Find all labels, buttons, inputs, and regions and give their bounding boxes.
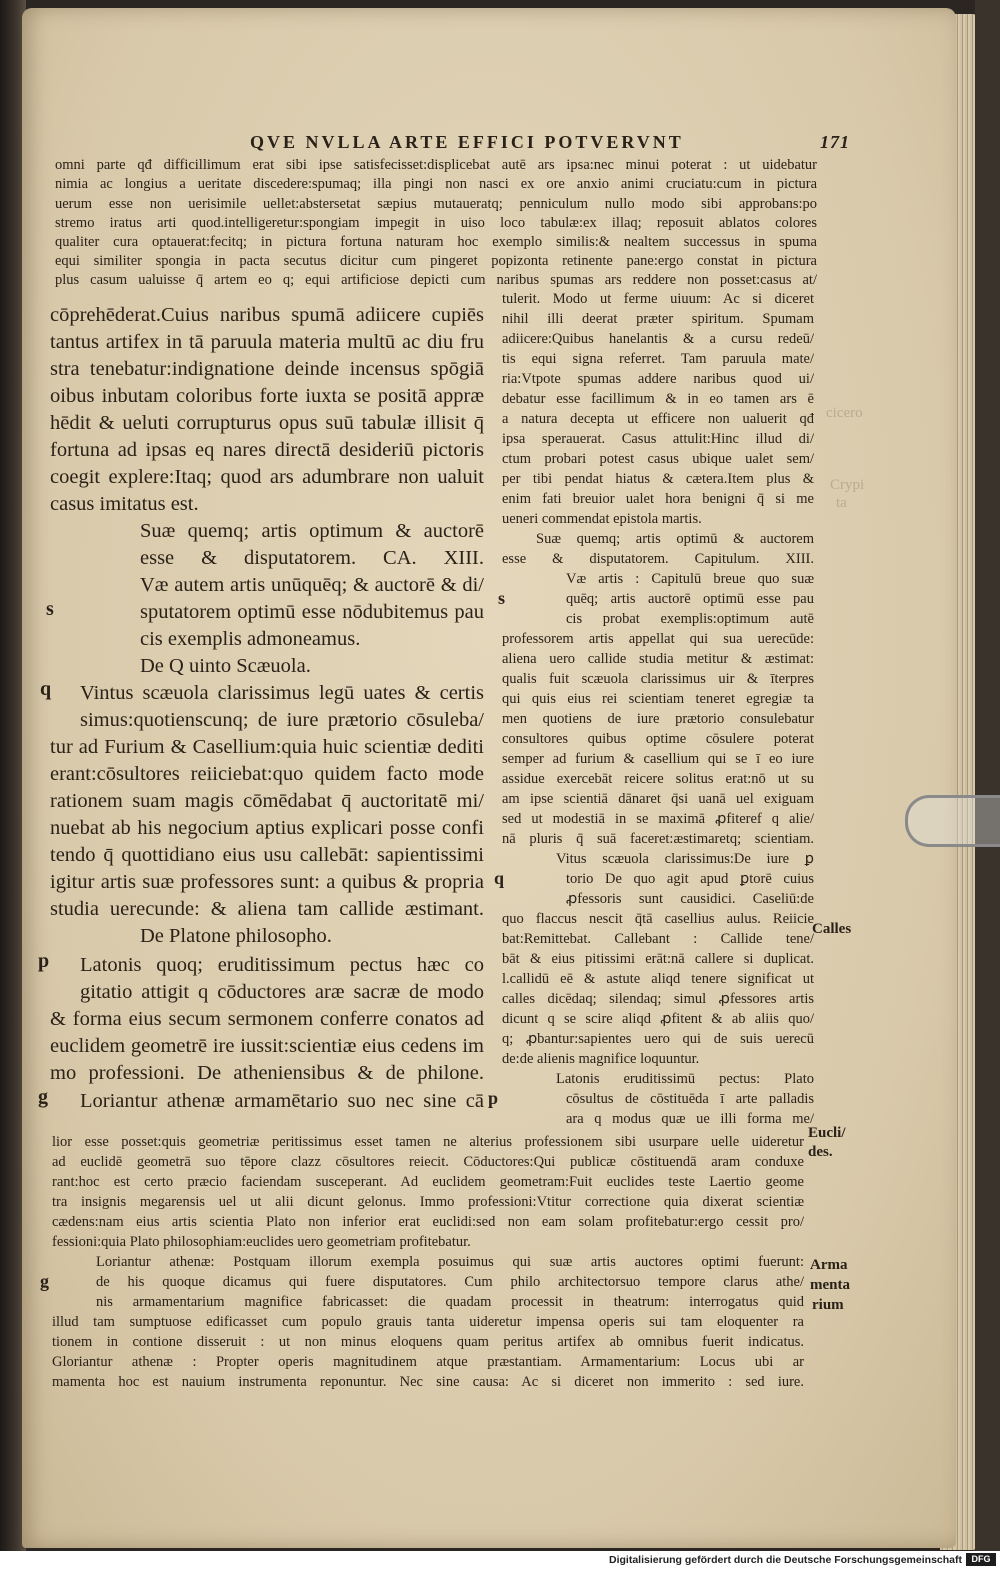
commentary-line: Væ artis : Capitulū breue quo suæ — [566, 571, 814, 587]
text-line: cōprehēderat.Cuius naribus spumā adiicere cupiēs — [50, 304, 484, 326]
commentary-line: ara q modus quæ ue illi forma me/ — [566, 1111, 814, 1127]
commentary-line: calles dicēdaq; silendaq; simul ꝓfessores artis — [502, 991, 814, 1007]
bleed-through-text: ta — [836, 495, 847, 511]
commentary-line: nimia ac longius a ueritate discedere:spumaq; illa pingi non nasci ex ore anxio animi cruciatu:cum in pictura — [55, 176, 817, 192]
commentary-line: ꝓfessoris sunt causidici. Caseliū:de — [566, 891, 814, 907]
commentary-line: quo flaccus nescit q̄tā casellius aulus. Reiicie — [502, 911, 814, 927]
commentary-line: aliena uero callide studia metitur & æstimat: — [502, 651, 814, 667]
guide-letter-initial: g — [38, 1086, 48, 1108]
page-tab-marker — [905, 795, 1000, 847]
book-cover-edge — [975, 0, 1000, 1569]
commentary-line: tra insignis megarensis uel ut alii dicunt gelonus. Immo professioni:Vtitur correctione quia dixerat scientiæ — [52, 1194, 804, 1210]
text-line: oibus inbutam coloribus forte iuxta se positā appræ — [50, 385, 484, 407]
commentary-line: qualiter cura optauerat:fecitq; in pictura fortuna naturam hoc exemplo similis:& nealtem successus in spuma — [55, 234, 817, 250]
commentary-line: ad euclidē geometrā suo tēpore clazz cōsultores reiecit. Cōductores:Qui publicæ cōstituendā aram conduxe — [52, 1154, 804, 1170]
commentary-line: assidue exercebāt reicere solitus erat:nō ut su — [502, 771, 814, 787]
commentary-line: cædens:nam eius artis scientia Plato non inferior erat euclidi:sed non eam solam profitebatur:ergo cessit pro/ — [52, 1214, 804, 1230]
text-line: stra tenebatur:indignatione deinde incensus spōgiā — [50, 358, 484, 380]
commentary-line: fessioni:quia Plato philosophiam:euclides uero geometriam profitebatur. — [52, 1234, 471, 1250]
commentary-line: plus casum ualuisse q̄ artem eo q; equi artificiose depicti cum naribus spumas ars reddere non posset:casus at/ — [55, 272, 817, 288]
commentary-line: ipsa sperauerat. Casus attulit:Hinc illud di/ — [502, 431, 814, 447]
commentary-line: Gloriantur athenæ : Propter operis magnitudinem atque præstantiam. Armamentarium: Locus ubi ar — [52, 1354, 804, 1370]
text-line: hēdit & ueluti corrupturus opus suū tabulæ illisit q̄ — [50, 412, 484, 434]
text-line: fortuna ad ipsas eq nares directā desideriū pictoris — [50, 439, 484, 461]
commentary-line: tionem in contione disseruit : ut non minus eloquens quam peritus artifex ab omnibus fuerit indicatus. — [52, 1334, 804, 1350]
section-heading: De Q uinto Scæuola. — [140, 655, 311, 677]
marginal-note-euclides: Eucli/ — [808, 1125, 846, 1141]
text-line: tantus artifex in tā paruula materia multū ac diu fru — [50, 331, 484, 353]
guide-letter-initial: p — [38, 950, 50, 972]
commentary-heading-line: esse & disputatorem. Capitulum. XIII. — [502, 551, 814, 567]
running-title: QVE NVLLA ARTE EFFICI POTVERVNT — [250, 132, 684, 152]
commentary-line: enim fati breuior ualet hora benigni q̄ si me — [502, 491, 814, 507]
commentary-line: tulerit. Modo ut ferme uiuum: Ac si diceret — [502, 291, 814, 307]
commentary-line: rant:hoc est certo præcio faciendam susceperant. Ad euclidem geometram:Fuit euclides teste Laertio geome — [52, 1174, 804, 1190]
text-line: casus imitatus est. — [50, 493, 199, 515]
commentary-line: tis equi signa referret. Tam paruula mate/ — [502, 351, 814, 367]
text-line: cis exemplis admoneamus. — [140, 628, 361, 650]
text-line: Latonis quoq; eruditissimum pectus hæc co — [80, 954, 484, 976]
commentary-line: nis armamentarium magnifice fabricasset: die quadam processit in theatrum: interrogatus quid — [96, 1294, 804, 1310]
guide-letter-initial: q — [494, 868, 505, 888]
commentary-heading-line: Suæ quemq; artis optimū & auctorem — [536, 531, 814, 547]
commentary-line: equi similiter spongia in pacta secutus dicitur cum pingeret popizonta retinente pane:ergo constat in pictura — [55, 253, 817, 269]
text-line: simus:quotienscunq; de iure prætorio cōsuleba/ — [80, 709, 484, 731]
text-line: euclidem geometrē ire iussit:scientiæ eius cedens im — [50, 1035, 484, 1057]
text-line: & forma eius secum sermonem conferre conatos ad — [50, 1008, 484, 1030]
marginal-note-euclides: des. — [808, 1144, 833, 1160]
commentary-line: torio De quo agit apud ꝑtorē cuius — [566, 871, 814, 887]
commentary-line: consultores quibus optime cōsulere poterat — [502, 731, 814, 747]
chapter-heading-line: esse & disputatorem. CA. XIII. — [140, 547, 484, 569]
text-line: Væ autem artis unūquēq; & auctorē & di/ — [140, 574, 484, 596]
text-line: erant:cōsultores reiiciebat:quo quidem facto mode — [50, 763, 484, 785]
commentary-line: uerum esse non uerisimile uellet:abstersetat sæpius mutaueratq; penniculum nullo modo sibi approbans:po — [55, 196, 817, 212]
text-line: Vintus scæuola clarissimus legū uates & certis — [80, 682, 484, 704]
commentary-line: ria:Vtpote spumas addere naribus quod ui/ — [502, 371, 814, 387]
folio-number: 171 — [820, 132, 850, 152]
credit-text: Digitalisierung gefördert durch die Deutsche Forschungsgemeinschaft — [609, 1554, 962, 1566]
commentary-line: am ipse scientiā dānaret q̄si uanā uel exiguam — [502, 791, 814, 807]
text-line: tendo q̄ quottidiano eius usu callebāt: sapientissimi — [50, 844, 484, 866]
text-line: coegit explere:Itaq; quod ars adumbrare non ualuit — [50, 466, 484, 488]
marginal-note-armamentarium: Arma — [810, 1257, 848, 1273]
text-line: sputatorem optimū esse nōdubitemus pau — [140, 601, 484, 623]
bleed-through-text: Crypi — [830, 477, 865, 493]
commentary-line: adiicere:Quibus hanelantis & a cursu redeū/ — [502, 331, 814, 347]
commentary-line: stremo iratus arti quod.intelligeretur:spongiam impegit in uiso loco tabulæ:ex illaq; reposuit ablatos colores — [55, 215, 817, 231]
commentary-line: de his quoque dicamus qui fuere disputatores. Cum philo architectorsuo tempore clarus athe/ — [96, 1274, 804, 1290]
commentary-line: bat:Remittebat. Callebant : Callide tene/ — [502, 931, 814, 947]
commentary-line: professorem artis appellat qui sua uerecūde: — [502, 631, 814, 647]
commentary-line: bāt & eius pitissimi erāt:nā callere si duplicat. — [502, 951, 814, 967]
commentary-line: men quotiens de iure prætorio consulebatur — [502, 711, 814, 727]
text-line: igitur artis suæ professores sunt: a quibus & propria — [50, 871, 484, 893]
commentary-line: ctum probari potest casus ubique ualet sem/ — [502, 451, 814, 467]
commentary-line: ueneri commendat epistola martis. — [502, 511, 702, 527]
commentary-line: mamenta hoc est nauium instrumenta reponuntur. Nec sine causa: Ac si diceret non immerito : sed iure. — [52, 1374, 804, 1390]
commentary-line: de:de alienis magnifice loquuntur. — [502, 1051, 700, 1067]
text-line: studia uerecunde: & aliena tam callide æstimant. — [50, 898, 484, 920]
commentary-line: a natura decepta ut efficere non ualuerit qđ — [502, 411, 814, 427]
commentary-line: qui quis eius rei scientiam teneret egregiæ ta — [502, 691, 814, 707]
bleed-through-text: cicero — [826, 405, 863, 421]
commentary-line: nā pluris q̄ suā faceret:æstimaretq; scientiam. — [502, 831, 814, 847]
text-line: nuebat ab his negocium aptius explicari posse confi — [50, 817, 484, 839]
commentary-line: l.callidū eē & astute aliqd tenere significat ut — [502, 971, 814, 987]
text-line: rationem suam magis cōmēdabat q̄ auctoritatē mi/ — [50, 790, 484, 812]
commentary-line: sed ut modestiā in se maximā ꝓfiteref q alie/ — [502, 811, 814, 827]
commentary-line: qualis fuit scæuola clarissimus uir & īterpres — [502, 671, 814, 687]
marginal-note-armamentarium: menta — [810, 1277, 850, 1293]
digitization-credit-bar — [0, 1551, 1000, 1569]
text-line: tur ad Furium & Casellium:quia huic scientiæ dediti — [50, 736, 484, 758]
commentary-line: dicunt q se scire aliqd ꝓfitent & ab aliis quo/ — [502, 1011, 814, 1027]
commentary-line: nihil illi deerat præter spiritum. Spumam — [502, 311, 814, 327]
text-line: Loriantur athenæ armamētario suo nec sine cā — [80, 1090, 484, 1112]
commentary-line: cis probat exemplis:optimum autē — [566, 611, 814, 627]
commentary-line: semper ad furium & casellium qui se ī eo iure — [502, 751, 814, 767]
commentary-line: per tibi pendat hiatus & cætera.Item plus & — [502, 471, 814, 487]
commentary-line: cōsultus de cōstituēda ī arte palladis — [566, 1091, 814, 1107]
commentary-line: illud tam sumptuose edificasset cum populo grauis tanta uideretur impensa operis sui tam eloquenter ra — [52, 1314, 804, 1330]
guide-letter-initial: g — [40, 1271, 49, 1291]
commentary-line: lior esse posset:quis geometriæ peritissimus esset tamen ne alterius professionem sibi usurpare uelle uideretur — [52, 1134, 804, 1150]
guide-letter-initial: s — [498, 588, 506, 608]
text-line: gitatio attigit q cōductores aræ sacræ de modo — [80, 981, 484, 1003]
marginal-note-calles: Calles — [812, 921, 852, 937]
dfg-logo: DFG — [966, 1553, 996, 1566]
running-head — [250, 132, 850, 153]
commentary-line: Vitus scæuola clarissimus:De iure ꝑ — [556, 851, 814, 867]
commentary-line: debatur esse facillimum & in eo tamen ars ē — [502, 391, 814, 407]
commentary-line: Loriantur athenæ: Postquam illorum exempla posuimus qui suæ artis auctores optimi fuerunt: — [96, 1254, 804, 1270]
marginal-note-armamentarium: rium — [812, 1297, 844, 1313]
guide-letter-initial: p — [488, 1088, 499, 1108]
commentary-line: Latonis eruditissimū pectus: Plato — [556, 1071, 814, 1087]
commentary-line: q; ꝓbantur:sapientes uero qui de suis uerecū — [502, 1031, 814, 1047]
guide-letter-initial: q — [40, 678, 52, 700]
commentary-line: omni parte qđ difficillimum erat sibi ipse satisfecisset:displicebat autē ars ipsa:nec minui poterat : ut uidebatur — [55, 157, 817, 173]
commentary-line: quēq; artis auctorē optimū esse pau — [566, 591, 814, 607]
text-line: mo professioni. De atheniensibus & de philone. — [50, 1062, 484, 1084]
section-heading: De Platone philosopho. — [140, 925, 332, 947]
guide-letter-initial: s — [46, 598, 54, 620]
chapter-heading-line: Suæ quemq; artis optimum & auctorē — [140, 520, 484, 542]
